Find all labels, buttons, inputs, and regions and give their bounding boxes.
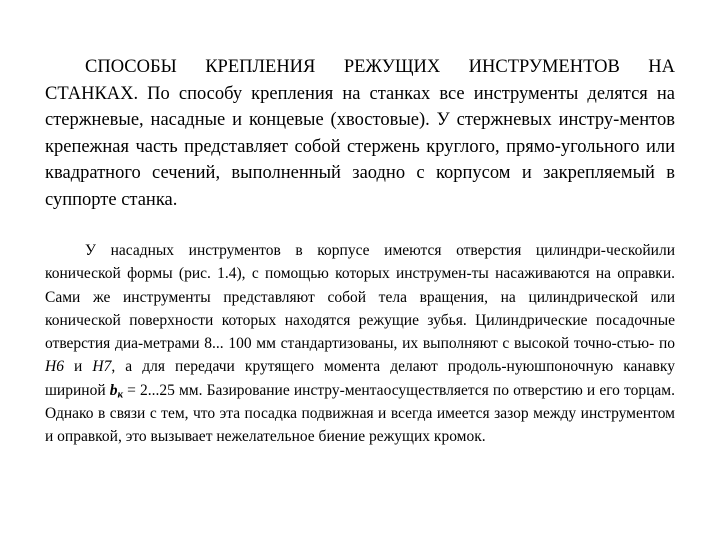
keyway-width-symbol: b xyxy=(109,381,118,399)
conjunction-and: и xyxy=(63,358,93,376)
paragraph-2-text-b: , а для передачи крутящего момента делают продоль-нуюшпоночную канавку шириной xyxy=(45,358,675,399)
paragraph-2-text-c: = 2...25 мм. Базирование инстру-ментаосуществляется по отверстию и его торцам. Однако в связи с тем, что эта посадка подвижная и всегда имеется зазор между инструментом и оправкой, это вызывает нежелательное биение режущих кромок. xyxy=(45,381,675,446)
paragraph-1-block xyxy=(45,54,675,213)
paragraph-2-block xyxy=(45,239,675,449)
paragraph-2 xyxy=(45,239,675,449)
paragraph-2-text-a: У насадных инструментов в корпусе имеются отверстия цилиндри-ческойили конической формы (рис. 1.4), с помощью которых инструмен-ты насаживаются на оправки. Сами же инструменты представляют собой тела вращения, на цилиндрической или конической поверхности которых находятся режущие зубья. Цилиндрические посадочные отверстия диа-метрами 8... 100 мм стандартизованы, их выполняют с высокой точно-стью- по xyxy=(45,242,675,353)
tolerance-h7: H7 xyxy=(92,358,112,376)
paragraph-1: СПОСОБЫ КРЕПЛЕНИЯ РЕЖУЩИХ ИНСТРУМЕНТОВ НА СТАНКАХ. По способу крепления на станках все инструменты делятся на стержневые, насадные и концевые (хвостовые). У стержневых инстру-ментов крепежная часть представляет собой стержень круглого, прямо-угольного или квадратного сечений, выполненный заодно с корпусом и закрепляемый в суппорте станка. xyxy=(45,57,675,210)
tolerance-h6: H6 xyxy=(45,358,64,376)
keyway-width-subscript: к xyxy=(117,388,123,401)
